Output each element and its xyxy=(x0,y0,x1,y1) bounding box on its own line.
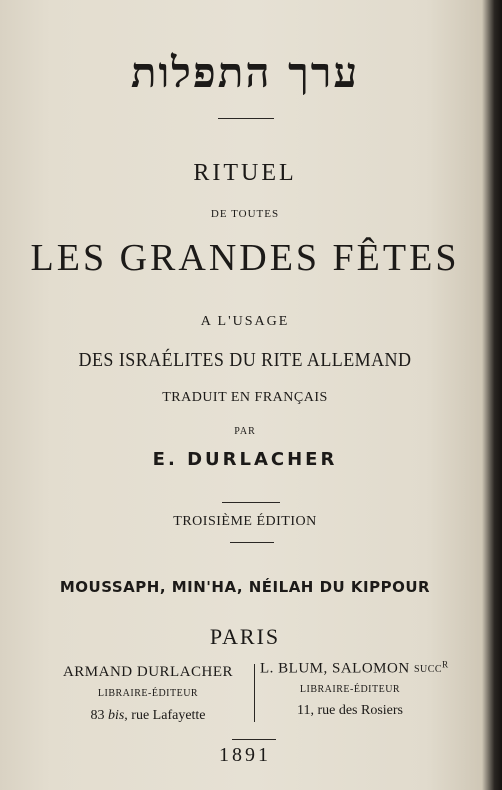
divider-top xyxy=(218,118,274,119)
title-de-toutes: DE TOUTES xyxy=(210,208,280,220)
title-grandes-fetes: LES GRANDES FÊTES xyxy=(30,237,460,279)
publisher-left xyxy=(48,664,248,724)
audience-line: DES ISRAÉLITES DU RITE ALLEMAND xyxy=(78,349,412,371)
address-number: 83 xyxy=(90,708,105,723)
address-street: , rue Lafayette xyxy=(124,708,206,723)
publisher-left-name: ARMAND DURLACHER xyxy=(62,664,234,680)
by-line: PAR xyxy=(234,426,256,437)
publisher-divider xyxy=(254,664,255,722)
services-line: MOUSSAPH, MIN'HA, NÉILAH DU KIPPOUR xyxy=(59,578,431,596)
usage-line: A L'USAGE xyxy=(200,314,290,329)
publisher-right-role: LIBRAIRE-ÉDITEUR xyxy=(299,684,401,696)
address-bis: bis xyxy=(107,708,125,723)
divider-edition-bottom xyxy=(230,542,274,543)
author-name: E. DURLACHER xyxy=(152,449,338,470)
translation-line: TRADUIT EN FRANÇAIS xyxy=(162,390,328,405)
publication-year: 1891 xyxy=(219,744,271,766)
hebrew-title: ערך התפלות xyxy=(130,48,360,97)
succ-label: SUCCR xyxy=(413,660,449,676)
publisher-left-address xyxy=(48,708,248,724)
publisher-right-address: 11, rue des Rosiers xyxy=(296,703,404,719)
publisher-left-role: LIBRAIRE-ÉDITEUR xyxy=(97,688,199,699)
edition-line: TROISIÈME ÉDITION xyxy=(173,514,317,529)
divider-edition-top xyxy=(222,502,280,503)
city-name: PARIS xyxy=(209,624,281,649)
publisher-right-name: L. BLUM, SALOMON SUCCR xyxy=(260,660,449,677)
divider-year xyxy=(232,739,276,740)
publisher-right xyxy=(260,660,449,719)
title-rituel: RITUEL xyxy=(193,160,297,186)
